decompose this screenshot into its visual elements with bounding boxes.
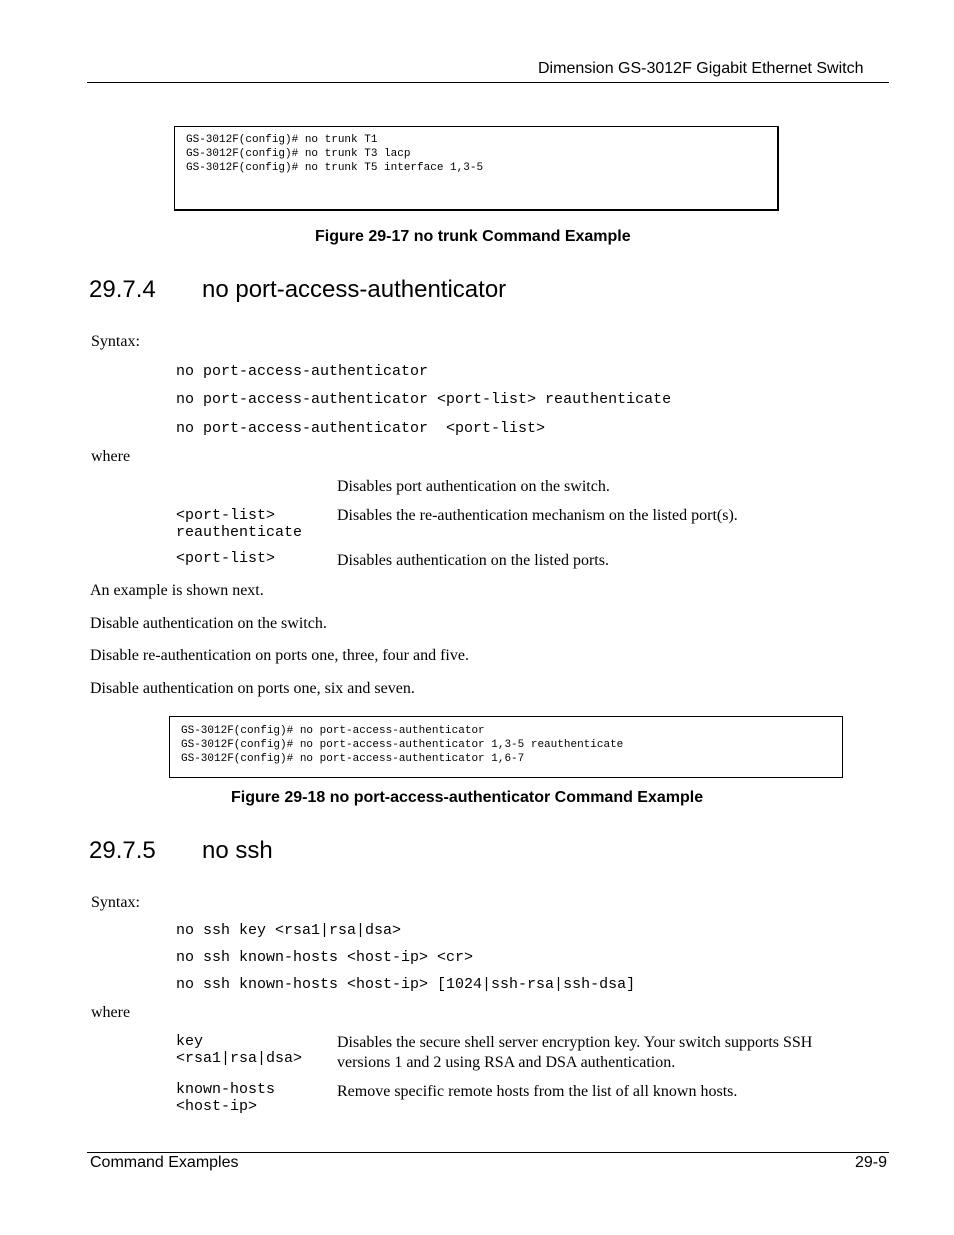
code-line: GS-3012F(config)# no port-access-authenticator	[181, 725, 485, 737]
param-description: Remove specific remote hosts from the list of all known hosts.	[337, 1083, 738, 1100]
paragraph: Disable re-authentication on ports one, three, four and five.	[90, 647, 469, 664]
paragraph: Disable authentication on the switch.	[90, 615, 327, 632]
code-line: GS-3012F(config)# no trunk T1	[186, 134, 378, 146]
syntax-line: no ssh known-hosts <host-ip> [1024|ssh-rsa|ssh-dsa]	[176, 976, 636, 993]
syntax-label: Syntax:	[91, 333, 140, 350]
syntax-line: no port-access-authenticator <port-list>	[176, 420, 546, 437]
figure-caption: Figure 29-17 no trunk Command Example	[315, 228, 631, 245]
param-description: Disables the secure shell server encryption key. Your switch supports SSH versions 1 and 2 using RSA and DSA authentication.	[337, 1034, 813, 1071]
paragraph: An example is shown next.	[90, 582, 264, 599]
param-description: Disables port authentication on the switch.	[337, 478, 610, 495]
syntax-line: no port-access-authenticator <port-list> reauthenticate	[176, 391, 672, 408]
section-title: no port-access-authenticator	[202, 276, 507, 303]
param-description: Disables the re-authentication mechanism on the listed port(s).	[337, 507, 738, 524]
code-example-no-port-access-authenticator	[169, 716, 843, 778]
syntax-label: Syntax:	[91, 894, 140, 911]
param-name: <port-list> reauthenticate	[176, 507, 303, 541]
figure-caption: Figure 29-18 no port-access-authenticator Command Example	[231, 789, 704, 806]
footer-chapter: Command Examples	[90, 1154, 239, 1171]
header-rule	[87, 82, 889, 83]
section-title: no ssh	[202, 837, 273, 864]
where-label: where	[91, 1004, 131, 1021]
section-number: 29.7.4	[89, 276, 156, 303]
syntax-line: no ssh known-hosts <host-ip> <cr>	[176, 949, 474, 966]
running-header: Dimension GS-3012F Gigabit Ethernet Switch	[538, 60, 864, 77]
syntax-line: no port-access-authenticator	[176, 363, 429, 380]
code-line: GS-3012F(config)# no trunk T3 lacp	[186, 148, 411, 160]
param-name: known-hosts <host-ip>	[176, 1081, 276, 1115]
where-label: where	[91, 448, 131, 465]
code-line: GS-3012F(config)# no port-access-authenticator 1,3-5 reauthenticate	[181, 739, 624, 751]
code-line: GS-3012F(config)# no trunk T5 interface 1,3-5	[186, 162, 484, 174]
code-example-no-trunk	[174, 126, 779, 211]
footer-rule	[87, 1152, 889, 1153]
page-number: 29-9	[855, 1154, 888, 1171]
param-name: key <rsa1|rsa|dsa>	[176, 1033, 303, 1067]
code-line: GS-3012F(config)# no port-access-authenticator 1,6-7	[181, 753, 525, 765]
paragraph: Disable authentication on ports one, six and seven.	[90, 680, 415, 697]
section-number: 29.7.5	[89, 837, 156, 864]
syntax-line: no ssh key <rsa1|rsa|dsa>	[176, 922, 402, 939]
param-name: <port-list>	[176, 550, 276, 567]
param-description: Disables authentication on the listed ports.	[337, 552, 609, 569]
